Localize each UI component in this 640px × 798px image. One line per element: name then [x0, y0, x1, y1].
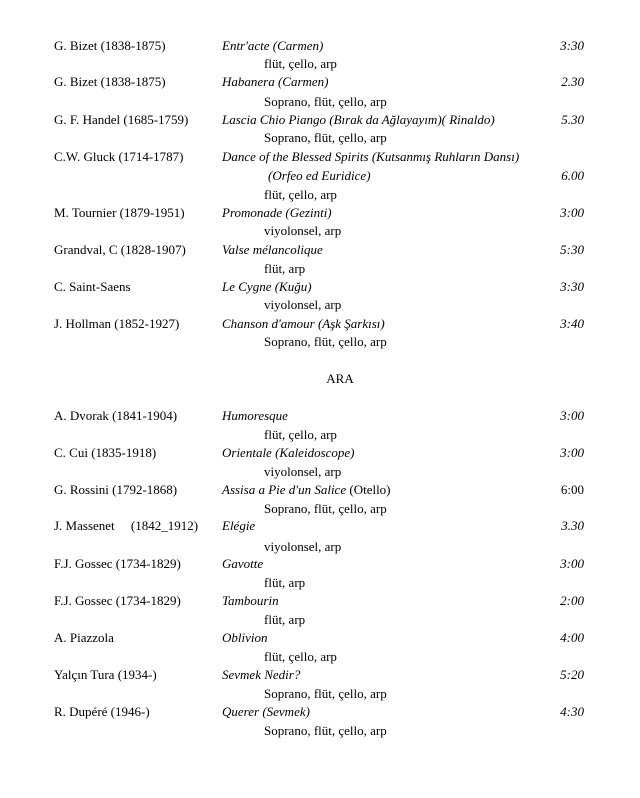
duration: 3:30 [560, 279, 584, 294]
instruments: flüt, arp [264, 612, 306, 627]
composer: G. F. Handel (1685-1759) [54, 112, 189, 127]
instruments: Soprano, flüt, çello, arp [264, 334, 387, 349]
composer: C. Cui (1835-1918) [54, 445, 157, 460]
duration: 3:00 [560, 556, 584, 571]
duration: 3:40 [560, 316, 584, 331]
composer: R. Dupéré (1946-) [54, 704, 150, 719]
duration: 3:00 [560, 205, 584, 220]
instruments: flüt, çello, arp [264, 56, 337, 71]
piece-title: Gavotte [222, 556, 264, 571]
composer: C.W. Gluck (1714-1787) [54, 149, 184, 164]
duration: 3:00 [560, 408, 584, 423]
duration: 3:30 [560, 38, 584, 53]
composer: M. Tournier (1879-1951) [54, 205, 185, 220]
piece-subtitle: (Orfeo ed Euridice) [268, 168, 371, 183]
duration: 2:00 [560, 593, 584, 608]
piece-title: Tambourin [222, 593, 279, 608]
instruments: Soprano, flüt, çello, arp [264, 94, 387, 109]
duration: 5.30 [561, 112, 584, 127]
instruments: Soprano, flüt, çello, arp [264, 723, 387, 738]
composer: F.J. Gossec (1734-1829) [54, 556, 181, 571]
piece-title: Le Cygne (Kuğu) [222, 279, 312, 294]
composer: G. Bizet (1838-1875) [54, 74, 166, 89]
instruments: flüt, arp [264, 261, 306, 276]
piece-title: Promonade (Gezinti) [222, 205, 332, 220]
instruments: viyolonsel, arp [264, 464, 342, 479]
instruments: flüt, çello, arp [264, 649, 337, 664]
duration: 5:20 [560, 667, 584, 682]
instruments: Soprano, flüt, çello, arp [264, 130, 387, 145]
instruments: viyolonsel, arp [264, 223, 342, 238]
composer: F.J. Gossec (1734-1829) [54, 593, 181, 608]
duration: 3:00 [560, 445, 584, 460]
intermission-heading: ARA [326, 371, 354, 386]
piece-title: Habanera (Carmen) [222, 74, 329, 89]
piece-title: Entr'acte (Carmen) [222, 38, 324, 53]
composer: G. Bizet (1838-1875) [54, 38, 166, 53]
piece-title: Oblivion [222, 630, 268, 645]
piece-title: Sevmek Nedir? [222, 667, 301, 682]
instruments: flüt, çello, arp [264, 427, 337, 442]
piece-title: Orientale (Kaleidoscope) [222, 445, 355, 460]
duration: 4:00 [560, 630, 584, 645]
piece-title: Dance of the Blessed Spirits (Kutsanmış Ruhların Dansı) [222, 149, 520, 164]
instruments: flüt, arp [264, 575, 306, 590]
duration: 6.00 [561, 168, 584, 183]
composer: Grandval, C (1828-1907) [54, 242, 186, 257]
piece-title: Humoresque [222, 408, 288, 423]
instruments: viyolonsel, arp [264, 297, 342, 312]
composer: J. Massenet (1842_1912) [54, 518, 199, 533]
instruments: viyolonsel, arp [264, 539, 342, 554]
piece-title: Elégie [222, 518, 256, 533]
piece-title-text: Assisa a Pie d'un Salice [222, 482, 347, 497]
duration: 4:30 [560, 704, 584, 719]
instruments: Soprano, flüt, çello, arp [264, 501, 387, 516]
composer: C. Saint-Saens [54, 279, 131, 294]
composer: Yalçın Tura (1934-) [54, 667, 157, 682]
composer: G. Rossini (1792-1868) [54, 482, 178, 497]
piece-title: Chanson d'amour (Aşk Şarkısı) [222, 316, 385, 331]
duration: 3.30 [561, 518, 584, 533]
duration: 2.30 [561, 74, 584, 89]
composer: A. Piazzola [54, 630, 114, 645]
duration: 6:00 [560, 482, 584, 497]
piece-title [222, 482, 391, 498]
piece-title: Querer (Sevmek) [222, 704, 310, 719]
piece-title: Lascia Chio Piango (Bırak da Ağlayayım)( Rinaldo) [222, 112, 495, 127]
piece-title: Valse mélancolique [222, 242, 323, 257]
duration: 5:30 [560, 242, 584, 257]
piece-title-suffix: (Otello) [346, 482, 391, 497]
instruments: Soprano, flüt, çello, arp [264, 686, 387, 701]
instruments: flüt, çello, arp [264, 187, 337, 202]
composer: J. Hollman (1852-1927) [54, 316, 180, 331]
composer: A. Dvorak (1841-1904) [54, 408, 178, 423]
